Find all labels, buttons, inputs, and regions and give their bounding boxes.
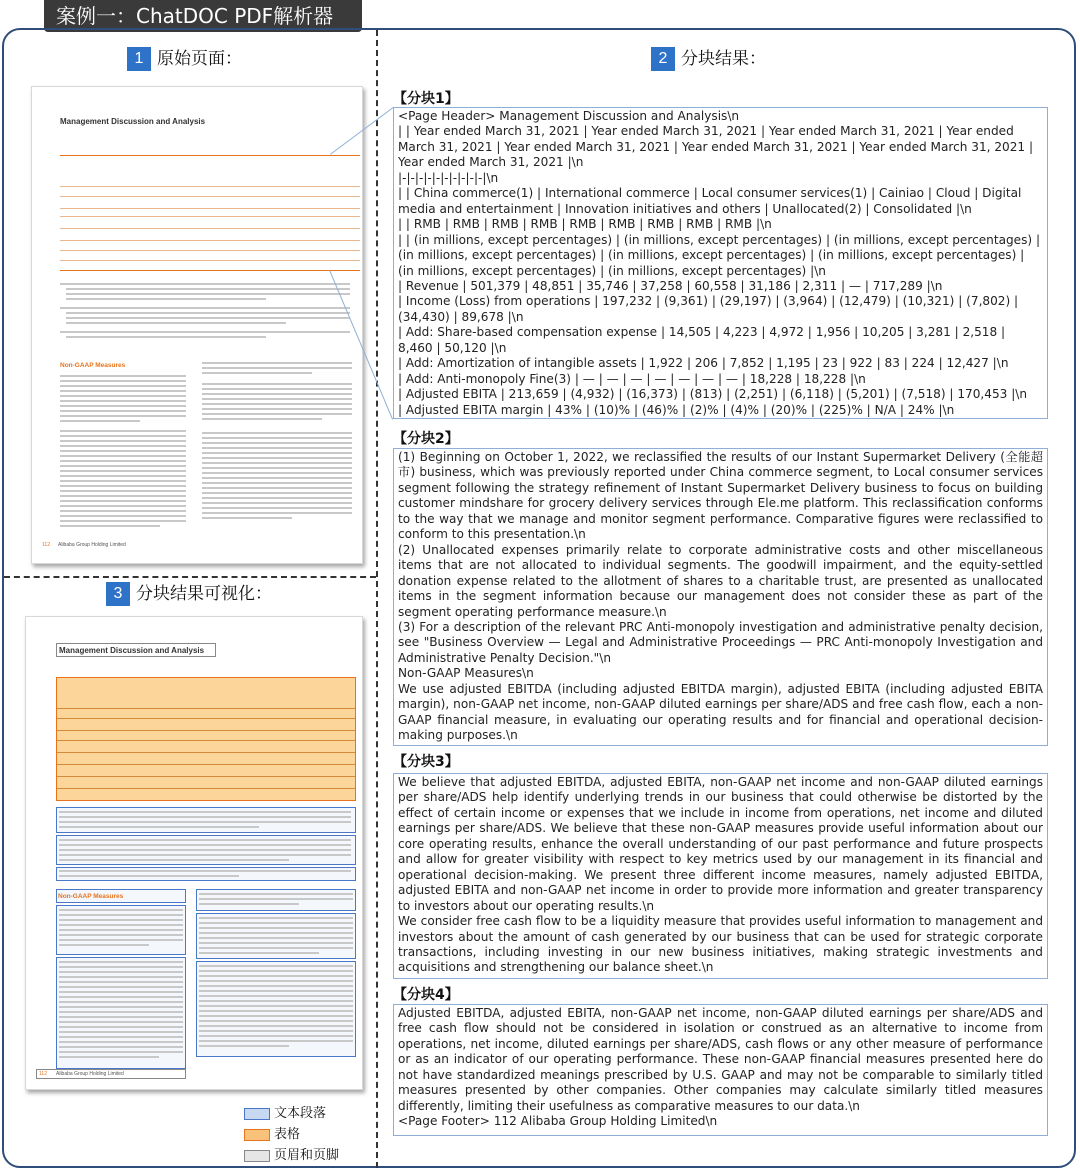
text-line (202, 437, 352, 439)
text-line (59, 924, 183, 926)
text-line (199, 980, 353, 982)
text-line (59, 839, 351, 841)
table-region (56, 677, 356, 801)
text-line (202, 418, 322, 420)
chunk-3-title: 【分块3】 (393, 754, 459, 770)
text-line (60, 420, 140, 422)
text-line (59, 1016, 183, 1018)
text-line (59, 1046, 183, 1048)
text-line (60, 460, 186, 462)
text-line (202, 362, 352, 364)
text-line (59, 939, 183, 941)
text-line (199, 995, 353, 997)
text-line (202, 432, 352, 434)
text-line (60, 485, 186, 487)
text-line (202, 462, 352, 464)
text-line (199, 970, 353, 972)
section-1-label: 原始页面： (157, 49, 242, 69)
text-line (59, 811, 351, 813)
page-title: Management Discussion and Analysis (60, 117, 206, 126)
text-line (60, 500, 186, 502)
text-line (59, 1021, 183, 1023)
non-gaap-heading: Non-GAAP Measures (60, 362, 126, 369)
text-line (202, 452, 352, 454)
text-line (199, 917, 353, 919)
text-line (199, 1030, 353, 1032)
text-line (59, 854, 351, 856)
text-line (202, 482, 352, 484)
text-line (199, 893, 353, 895)
text-line (59, 1011, 183, 1013)
text-line (59, 1026, 183, 1028)
text-line (60, 380, 186, 382)
text-line (199, 1015, 353, 1017)
text-line (202, 367, 352, 369)
financial-table (60, 155, 360, 272)
text-line (59, 1056, 159, 1058)
chunk-2-content: (1) Beginning on October 1, 2022, we reclassified the results of our Instant Supermarket Delivery (全能超市) business, which was previously reported under China commerce segment, to Local consumer services segment following the strategy refinement of Instant Supermarket Delivery business to focus on building customer mindshare for grocery delivery services through Ele.me platform. This reclassification conforms to the way that we manage and monitor segment performance. Comparative figures were reclassified to conform to this presentation.\n (2) Unallocated expenses primarily relate to corporate administrative costs and other miscellaneous items that are not allocated to individual segments. The goodwill impairment, and the equity-settled donation expense related to the allotment of shares to a charitable trust, are presented as unallocated items in the segment information because our management does not consider these as part of the segment operating performance measure.\n (3) For a description of the relevant PRC Anti-monopoly investigation and administrative penalty decision, see "Business Overview — Legal and Administrative Proceedings — PRC Anti-monopoly Investigation and Administrative Penalty Decision."\n Non-GAAP Measures\n We use adjusted EBITDA (including adjusted EBITDA margin), adjusted EBITA (including adjusted EBITA margin), non-GAAP net income, non-GAAP diluted earnings per share/ADS and free cash flow, each a non-GAAP financial measure, in evaluating our operating results and for financial and operational decision-making purposes.\n (393, 448, 1048, 746)
chunk-1-title: 【分块1】 (393, 91, 459, 107)
text-line (60, 510, 186, 512)
text-line (199, 990, 353, 992)
page-number-visual: 112 (39, 1071, 47, 1077)
text-line (202, 383, 352, 385)
text-line (60, 450, 186, 452)
text-line (202, 398, 352, 400)
section-3-number: 3 (106, 582, 130, 606)
text-line (199, 903, 299, 905)
text-line (199, 985, 353, 987)
text-line (59, 859, 289, 861)
text-line (60, 520, 186, 522)
text-line (59, 976, 183, 978)
text-line (60, 415, 186, 417)
text-line (59, 919, 183, 921)
non-gaap-heading-visual: Non-GAAP Measures (58, 893, 124, 900)
text-line (59, 1001, 183, 1003)
text-line (59, 870, 351, 872)
chunk-2-title: 【分块2】 (393, 431, 459, 447)
text-line (202, 472, 352, 474)
text-line (60, 385, 186, 387)
section-2-label: 分块结果： (681, 49, 766, 69)
text-line (60, 515, 186, 517)
text-line (59, 981, 183, 983)
text-line (59, 821, 351, 823)
text-line (59, 816, 351, 818)
text-line (59, 1031, 183, 1033)
original-page-preview (31, 86, 363, 564)
legend-swatch-text (244, 1108, 270, 1120)
text-line (202, 447, 352, 449)
text-line (199, 1025, 353, 1027)
case-title: 案例一：ChatDOC PDF解析器 (44, 0, 362, 32)
text-line (199, 937, 353, 939)
text-line (202, 442, 352, 444)
text-line (199, 975, 353, 977)
text-line (202, 477, 352, 479)
text-line (202, 457, 352, 459)
text-line (60, 480, 186, 482)
vertical-divider (376, 30, 378, 1168)
text-line (59, 944, 149, 946)
legend-label-header-footer: 页眉和页脚 (274, 1148, 340, 1163)
text-line (60, 405, 186, 407)
text-line (59, 986, 183, 988)
text-line (202, 502, 352, 504)
text-line (199, 898, 353, 900)
text-line (59, 909, 183, 911)
text-line (199, 965, 353, 967)
text-line (202, 372, 312, 374)
text-line (60, 490, 186, 492)
text-line (60, 400, 186, 402)
chunk-4-title: 【分块4】 (393, 987, 459, 1003)
text-line (59, 966, 183, 968)
page-number: 112 (42, 542, 50, 548)
text-line (59, 971, 183, 973)
text-line (60, 410, 186, 412)
page-footer: Alibaba Group Holding Limited (58, 542, 126, 548)
text-line (202, 487, 352, 489)
text-line (199, 922, 353, 924)
legend-label-text: 文本段落 (274, 1106, 327, 1121)
text-line (202, 467, 352, 469)
text-line (202, 403, 352, 405)
text-line (59, 1036, 183, 1038)
section-2-number: 2 (651, 47, 675, 71)
text-line (60, 475, 186, 477)
legend-label-table: 表格 (274, 1127, 301, 1142)
horizontal-divider (4, 576, 376, 578)
text-line (199, 1020, 353, 1022)
text-line (60, 440, 186, 442)
text-line (59, 1006, 183, 1008)
text-line (199, 952, 319, 954)
text-line (60, 390, 186, 392)
legend-swatch-table (244, 1129, 270, 1141)
visualized-page-preview (25, 616, 363, 1090)
text-line (59, 961, 183, 963)
text-line (60, 525, 160, 527)
text-line (59, 826, 259, 828)
text-line (199, 927, 353, 929)
text-line (202, 492, 352, 494)
text-line (199, 1040, 353, 1042)
section-3-label: 分块结果可视化： (136, 584, 272, 604)
text-line (60, 395, 186, 397)
text-line (60, 465, 186, 467)
text-line (60, 505, 186, 507)
text-line (59, 875, 239, 877)
text-line (60, 435, 186, 437)
text-line (199, 1010, 353, 1012)
text-line (60, 445, 186, 447)
text-line (59, 1041, 183, 1043)
text-line (60, 375, 186, 377)
text-line (59, 991, 183, 993)
text-line (59, 934, 183, 936)
chunk-4-content: Adjusted EBITDA, adjusted EBITA, non-GAAP net income, non-GAAP diluted earnings per share/ADS and free cash flow should not be considered in isolation or construed as an alternative to income from operations, net income, diluted earnings per share/ADS, cash flows or any other measure of performance or as an indicator of our operating performance. These non-GAAP financial measures presented here do not have standardized meanings prescribed by U.S. GAAP and may not be comparable to similarly titled measures presented by other companies. Other companies may calculate similarly titled measures differently, limiting their usefulness as comparative measures to our data.\n <Page Footer> 112 Alibaba Group Holding Limited\n (393, 1004, 1048, 1136)
text-line (199, 1005, 353, 1007)
section-1-number: 1 (127, 47, 151, 71)
text-line (59, 914, 183, 916)
text-line (199, 947, 353, 949)
text-line (202, 388, 352, 390)
text-line (199, 932, 353, 934)
chunk-1-content: <Page Header> Management Discussion and Analysis\n | | Year ended March 31, 2021 | Year ended March 31, 2021 | Year ended March 31, 2021 | Year ended March 31, 2021 | Year ended March 31, 2021 | Year ended March 31, 2021 | Year ended March 31, 2021 | Year ended March 31, 2021 |\n |-|-|-|-|-|-|-|-|-|-|\n | | China commerce(1) | International commerce | Local consumer services(1) | Cainiao | Cloud | Digital media and entertainment | Innovation initiatives and others | Unallocated(2) | Consolidated |\n | | RMB | RMB | RMB | RMB | RMB | RMB | RMB | RMB | RMB |\n | | (in millions, except percentages) | (in millions, except percentages) | (in millions, except percentages) | (in millions, except percentages) | (in millions, except percentages) | (in millions, except percentages) | (in millions, except percentages) | (in millions, except percentages) |\n | Revenue | 501,379 | 48,851 | 35,746 | 37,258 | 60,558 | 31,186 | 2,311 | — | 717,289 |\n | Income (Loss) from operations | 197,232 | (9,361) | (29,197) | (3,964) | (12,479) | (10,321) | (7,802) | (34,430) | 89,678 |\n | Add: Share-based compensation expense | 14,505 | 4,223 | 4,972 | 1,956 | 10,205 | 3,281 | 2,518 | 8,460 | 50,120 |\n | Add: Amortization of intangible assets | 1,922 | 206 | 7,852 | 1,195 | 23 | 922 | 83 | 224 | 12,427 |\n | Add: Anti-monopoly Fine(3) | — | — | — | — | — | — | — | 18,228 | 18,228 |\n | Adjusted EBITA | 213,659 | (4,932) | (16,373) | (813) | (2,251) | (6,118) | (5,201) | (7,518) | 170,453 |\n | Adjusted EBITA margin | 43% | (10)% | (46)% | (2)% | (4)% | (20)% | (225)% | N/A | 24% |\n (393, 107, 1048, 419)
text-line (60, 430, 186, 432)
text-line (60, 470, 186, 472)
page-title-visual: Management Discussion and Analysis (59, 646, 205, 655)
text-line (202, 393, 352, 395)
text-line (202, 512, 352, 514)
text-line (202, 517, 292, 519)
page-footer-visual: Alibaba Group Holding Limited (56, 1071, 124, 1077)
chunk-3-content: We believe that adjusted EBITDA, adjusted EBITA, non-GAAP net income and non-GAAP diluted earnings per share/ADS help identify underlying trends in our business that could otherwise be distorted by the effect of certain income or expenses that we include in income from operations, net income and diluted earnings per share/ADS. We believe that these non-GAAP measures provide useful information about our core operating results, enhance the overall understanding of our past performance and future prospects and allow for greater visibility with respect to key metrics used by our management in its financial and operational decision-making. We present three different income measures, namely adjusted EBITDA, adjusted EBITA and non-GAAP net income in order to provide more information and greater transparency to investors about our operating results.\n We consider free cash flow to be a liquidity measure that provides useful information to management and investors about the amount of cash generated by our business that can be used for strategic corporate transactions, including investing in our new business initiatives, making strategic investments and acquisitions and strengthening our balance sheet.\n (393, 773, 1048, 979)
text-line (202, 507, 352, 509)
legend-swatch-header-footer (244, 1150, 270, 1162)
text-line (60, 455, 186, 457)
text-line (199, 1035, 353, 1037)
text-line (199, 1000, 353, 1002)
text-line (59, 849, 351, 851)
text-line (60, 495, 186, 497)
text-line (59, 844, 351, 846)
text-line (202, 413, 352, 415)
text-line (59, 1051, 183, 1053)
text-line (202, 497, 352, 499)
text-line (59, 996, 183, 998)
text-line (59, 929, 183, 931)
text-line (199, 942, 353, 944)
text-line (202, 408, 352, 410)
text-line (199, 1045, 289, 1047)
